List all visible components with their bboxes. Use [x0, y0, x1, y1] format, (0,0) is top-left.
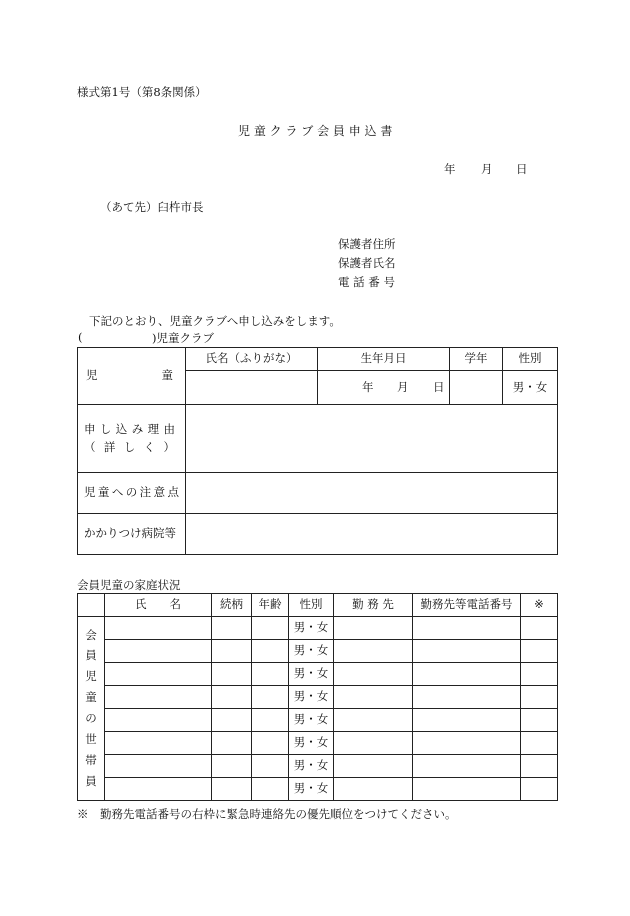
reason-label-cell [78, 405, 186, 473]
member-name-field[interactable] [105, 686, 212, 709]
member-workplace-field[interactable] [334, 709, 413, 732]
birth-header: 生年月日 [318, 348, 450, 371]
member-age-field[interactable] [252, 686, 289, 709]
member-relation-field[interactable] [212, 617, 252, 640]
hospital-field[interactable] [186, 514, 558, 555]
member-sex-field[interactable]: 男・女 [289, 686, 334, 709]
child-name-field[interactable] [186, 371, 318, 405]
child-label-cell [78, 348, 186, 405]
birth-month-label: 月 [397, 380, 409, 394]
side-char: 員 [85, 773, 97, 788]
page-title: 児 童 ク ラ ブ 会 員 申 込 書 [238, 124, 393, 138]
side-char: 会 [85, 627, 97, 642]
member-sex-field[interactable]: 男・女 [289, 640, 334, 663]
member-name-field[interactable] [105, 617, 212, 640]
side-char: 童 [85, 690, 97, 705]
addressee: （あて先）臼杵市長 [100, 200, 204, 214]
member-age-field[interactable] [252, 778, 289, 801]
reason-field[interactable] [186, 405, 558, 473]
notes-label: 児童への注意点 [84, 485, 179, 500]
member-work-phone-field[interactable] [413, 778, 521, 801]
member-sex-field[interactable]: 男・女 [289, 755, 334, 778]
family-section-title: 会員児童の家庭状況 [77, 578, 181, 592]
member-work-phone-field[interactable] [413, 709, 521, 732]
member-work-phone-field[interactable] [413, 686, 521, 709]
birth-year-label: 年 [362, 380, 374, 394]
side-char: 児 [85, 669, 97, 684]
member-relation-field[interactable] [212, 709, 252, 732]
family-header-relation: 続柄 [212, 594, 252, 617]
guardian-address-label: 保護者住所 [338, 237, 396, 251]
member-workplace-field[interactable] [334, 686, 413, 709]
family-side-label-cell [78, 617, 105, 801]
family-header-age: 年齢 [252, 594, 289, 617]
side-char: 帯 [85, 753, 97, 768]
family-header-sex: 性別 [289, 594, 334, 617]
family-header-name: 氏 名 [105, 594, 212, 617]
member-work-phone-field[interactable] [413, 732, 521, 755]
member-name-field[interactable] [105, 663, 212, 686]
family-corner-cell [78, 594, 105, 617]
hospital-label: かかりつけ病院等 [84, 526, 176, 541]
member-workplace-field[interactable] [334, 755, 413, 778]
member-priority-field[interactable] [521, 617, 558, 640]
footnote: ※ 勤務先電話番号の右枠に緊急時連絡先の優先順位をつけてください。 [77, 807, 457, 821]
family-header-work-phone: 勤務先等電話番号 [413, 594, 521, 617]
member-work-phone-field[interactable] [413, 617, 521, 640]
family-header-priority: ※ [521, 594, 558, 617]
reason-label-line2: （ 詳 し く ） [84, 439, 175, 454]
member-workplace-field[interactable] [334, 640, 413, 663]
notes-field[interactable] [186, 473, 558, 514]
member-workplace-field[interactable] [334, 778, 413, 801]
member-name-field[interactable] [105, 778, 212, 801]
member-age-field[interactable] [252, 640, 289, 663]
family-row [78, 778, 558, 801]
member-relation-field[interactable] [212, 755, 252, 778]
family-table [77, 593, 558, 801]
form-number: 様式第1号（第8条関係） [77, 85, 207, 99]
child-label: 児 童 [86, 368, 173, 383]
club-label: )児童クラブ [152, 331, 214, 345]
member-priority-field[interactable] [521, 640, 558, 663]
member-priority-field[interactable] [521, 755, 558, 778]
guardian-name-label: 保護者氏名 [338, 256, 396, 270]
side-char: 世 [85, 732, 97, 747]
member-sex-field[interactable]: 男・女 [289, 732, 334, 755]
member-work-phone-field[interactable] [413, 640, 521, 663]
member-name-field[interactable] [105, 640, 212, 663]
date-month: 月 [481, 162, 493, 176]
member-age-field[interactable] [252, 663, 289, 686]
member-priority-field[interactable] [521, 709, 558, 732]
member-sex-field[interactable]: 男・女 [289, 617, 334, 640]
member-priority-field[interactable] [521, 778, 558, 801]
member-sex-field[interactable]: 男・女 [289, 778, 334, 801]
grade-field[interactable] [450, 371, 503, 405]
member-relation-field[interactable] [212, 732, 252, 755]
member-relation-field[interactable] [212, 686, 252, 709]
family-side-label [78, 624, 104, 794]
member-age-field[interactable] [252, 617, 289, 640]
member-age-field[interactable] [252, 755, 289, 778]
sex-header: 性別 [503, 348, 558, 371]
family-row [78, 686, 558, 709]
birth-day-label: 日 [433, 380, 445, 394]
member-priority-field[interactable] [521, 732, 558, 755]
member-workplace-field[interactable] [334, 732, 413, 755]
member-sex-field[interactable]: 男・女 [289, 663, 334, 686]
family-header-workplace: 勤 務 先 [334, 594, 413, 617]
side-char: 員 [85, 648, 97, 663]
member-age-field[interactable] [252, 709, 289, 732]
intro-text: 下記のとおり、児童クラブへ申し込みをします。 [89, 314, 341, 328]
family-row [78, 709, 558, 732]
member-name-field[interactable] [105, 755, 212, 778]
date-year: 年 [444, 162, 456, 176]
member-name-field[interactable] [105, 709, 212, 732]
notes-label-cell [78, 473, 186, 514]
member-relation-field[interactable] [212, 640, 252, 663]
child-info-table [77, 347, 558, 555]
child-sex-field[interactable]: 男・女 [503, 371, 558, 405]
side-char: の [85, 711, 97, 726]
club-open-paren: ( [78, 330, 83, 344]
family-row [78, 640, 558, 663]
club-name-field[interactable] [86, 328, 154, 344]
member-relation-field[interactable] [212, 778, 252, 801]
family-row [78, 617, 558, 640]
family-row [78, 755, 558, 778]
member-workplace-field[interactable] [334, 617, 413, 640]
member-age-field[interactable] [252, 732, 289, 755]
member-relation-field[interactable] [212, 663, 252, 686]
grade-header: 学年 [450, 348, 503, 371]
member-work-phone-field[interactable] [413, 755, 521, 778]
reason-label-line1: 申し込み理由 [84, 422, 175, 436]
member-work-phone-field[interactable] [413, 663, 521, 686]
family-row [78, 732, 558, 755]
date-day: 日 [516, 162, 528, 176]
member-priority-field[interactable] [521, 686, 558, 709]
family-row [78, 663, 558, 686]
name-header: 氏名（ふりがな） [186, 348, 318, 371]
birth-date-field[interactable] [318, 371, 450, 405]
member-sex-field[interactable]: 男・女 [289, 709, 334, 732]
hospital-label-cell [78, 514, 186, 555]
member-priority-field[interactable] [521, 663, 558, 686]
member-name-field[interactable] [105, 732, 212, 755]
guardian-phone-label: 電 話 番 号 [338, 275, 395, 289]
member-workplace-field[interactable] [334, 663, 413, 686]
